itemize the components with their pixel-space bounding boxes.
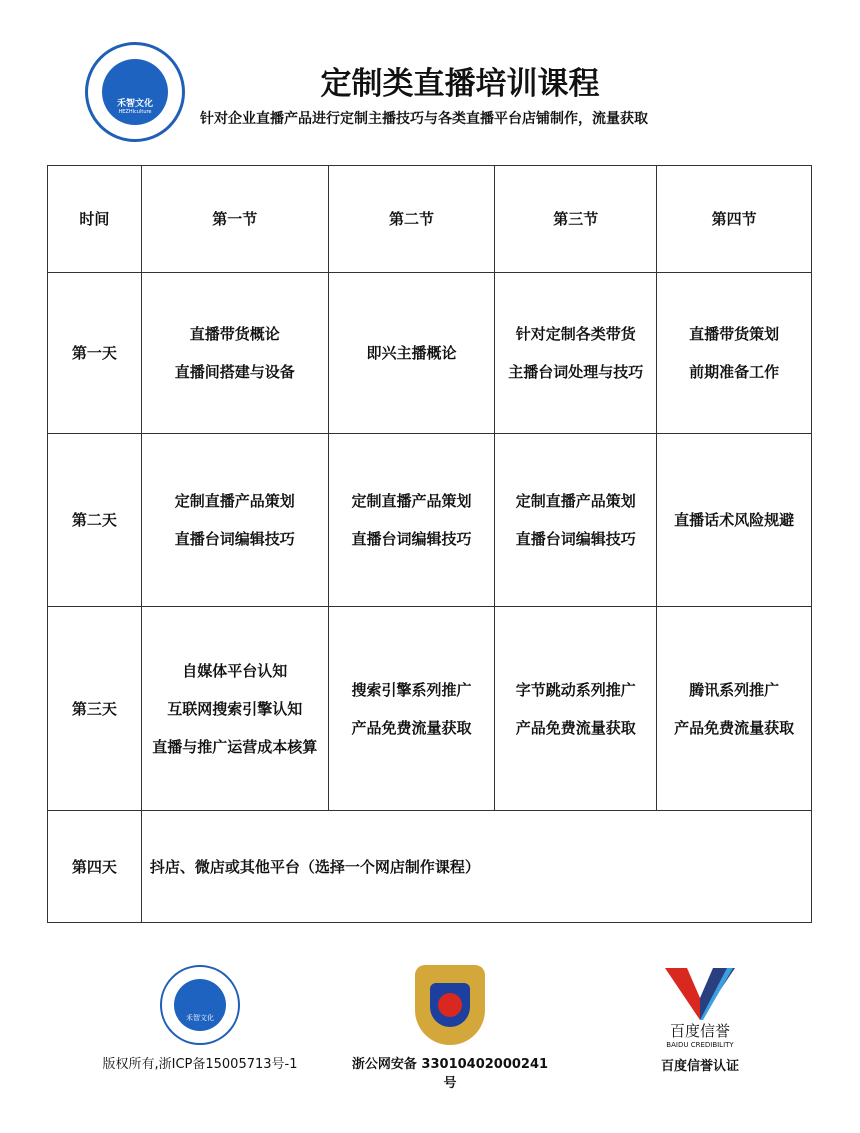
lesson-line: 直播台词编辑技巧 bbox=[351, 530, 472, 548]
lesson-cell bbox=[141, 273, 328, 434]
lesson-line: 产品免费流量获取 bbox=[674, 718, 795, 737]
police-badge-icon bbox=[415, 965, 485, 1045]
icp-text[interactable]: 版权所有,浙ICP备15005713号-1 bbox=[102, 1057, 298, 1072]
lesson-cell bbox=[657, 607, 812, 811]
day-cell: 第二天 bbox=[48, 434, 142, 607]
lesson-cell bbox=[657, 273, 812, 434]
page-title: 定制类直播培训课程 bbox=[320, 66, 600, 102]
lesson-line: 直播带货策划 bbox=[689, 325, 780, 343]
lesson-cell bbox=[328, 273, 495, 434]
day-cell: 第四天 bbox=[48, 811, 142, 923]
lesson-line: 互联网搜索引擎认知 bbox=[167, 699, 303, 718]
column-header: 第四节 bbox=[657, 166, 812, 273]
day-cell: 第三天 bbox=[48, 607, 142, 811]
lesson-line: 定制直播产品策划 bbox=[174, 492, 295, 510]
table-row bbox=[48, 811, 812, 923]
table-row bbox=[48, 607, 812, 811]
company-seal-icon: 禾智文化 bbox=[160, 965, 240, 1045]
lesson-cell bbox=[141, 607, 328, 811]
baidu-en-text: BAIDU CREDIBILITY bbox=[666, 1041, 734, 1049]
icp-block bbox=[100, 965, 300, 1072]
page-subtitle: 针对企业直播产品进行定制主播技巧与各类直播平台店铺制作，流量获取 bbox=[200, 111, 648, 127]
lesson-line: 自媒体平台认知 bbox=[182, 661, 288, 680]
schedule-table bbox=[47, 165, 812, 923]
lesson-line: 直播话术风险规避 bbox=[674, 511, 795, 529]
lesson-line: 主播台词处理与技巧 bbox=[508, 363, 644, 381]
baidu-logo-text: 百度信誉 bbox=[669, 1022, 730, 1040]
lesson-cell bbox=[328, 434, 495, 607]
lesson-line: 定制直播产品策划 bbox=[515, 492, 636, 510]
merged-cell: 抖店、微店或其他平台（选择一个网店制作课程） bbox=[141, 811, 811, 923]
lesson-line: 前期准备工作 bbox=[689, 363, 780, 381]
lesson-line: 产品免费流量获取 bbox=[351, 718, 472, 737]
column-header: 第二节 bbox=[328, 166, 495, 273]
lesson-line: 直播与推广运营成本核算 bbox=[152, 737, 318, 756]
column-header: 第一节 bbox=[141, 166, 328, 273]
baidu-v-icon bbox=[665, 968, 735, 1020]
lesson-cell bbox=[495, 273, 657, 434]
baidu-block bbox=[630, 968, 770, 1074]
column-header: 第三节 bbox=[495, 166, 657, 273]
lesson-line: 直播台词编辑技巧 bbox=[515, 530, 636, 548]
company-logo: 禾智文化 HEZHIculture bbox=[85, 42, 185, 142]
lesson-line: 产品免费流量获取 bbox=[515, 718, 636, 737]
lesson-cell bbox=[328, 607, 495, 811]
lesson-cell bbox=[495, 607, 657, 811]
lesson-cell bbox=[657, 434, 812, 607]
lesson-line: 字节跳动系列推广 bbox=[515, 680, 636, 699]
lesson-line: 即兴主播概论 bbox=[366, 344, 457, 362]
lesson-line: 直播台词编辑技巧 bbox=[174, 530, 295, 548]
lesson-line: 腾讯系列推广 bbox=[689, 680, 780, 699]
baidu-cert-text[interactable]: 百度信誉认证 bbox=[660, 1059, 739, 1074]
lesson-line: 针对定制各类带货 bbox=[515, 325, 636, 343]
day-cell: 第一天 bbox=[48, 273, 142, 434]
lesson-line: 直播带货概论 bbox=[189, 325, 280, 343]
lesson-cell bbox=[141, 434, 328, 607]
police-block bbox=[350, 965, 550, 1091]
police-record-text[interactable]: 浙公网安备 33010402000241号 bbox=[351, 1057, 549, 1091]
table-row bbox=[48, 434, 812, 607]
lesson-line: 搜索引擎系列推广 bbox=[351, 680, 472, 699]
lesson-line: 直播间搭建与设备 bbox=[174, 363, 295, 381]
lesson-line: 定制直播产品策划 bbox=[351, 492, 472, 510]
table-row bbox=[48, 273, 812, 434]
column-header: 时间 bbox=[48, 166, 142, 273]
lesson-cell bbox=[495, 434, 657, 607]
